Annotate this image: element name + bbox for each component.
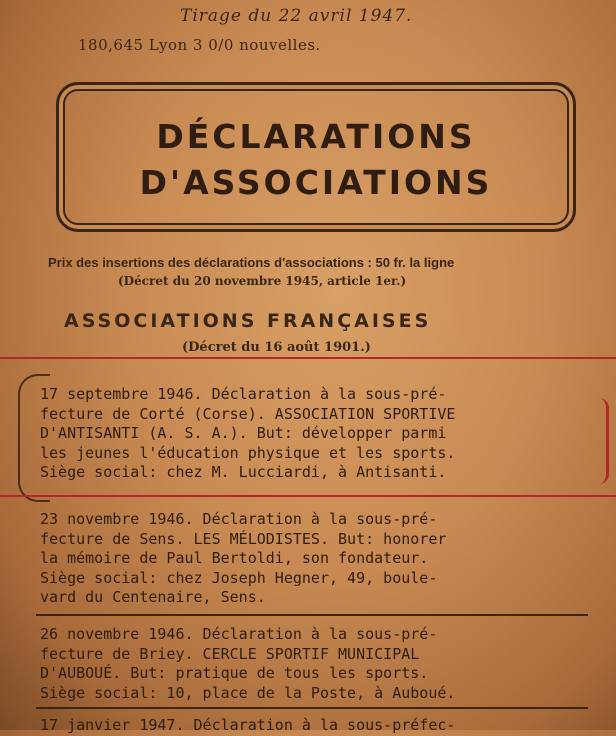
red-underline — [0, 357, 616, 359]
declaration-entry-1 — [40, 385, 585, 483]
red-underline — [0, 495, 616, 497]
title-frame — [56, 82, 576, 232]
entry-line: fecture de Corté (Corse). ASSOCIATION SPORTIVE — [40, 404, 456, 423]
entry-line: 17 septembre 1946. Déclaration à la sous-pré- — [40, 385, 447, 403]
section-decree: (Décret du 16 août 1901.) — [182, 340, 371, 355]
entry-divider — [36, 614, 588, 616]
entry-line: Siège social: chez Joseph Hegner, 49, boule- — [40, 568, 438, 587]
declaration-entry-3 — [40, 625, 585, 703]
entry-line: Siège social: chez M. Lucciardi, à Antisanti. — [40, 463, 447, 481]
price-decree: (Décret du 20 novembre 1945, article 1er.) — [118, 274, 407, 288]
entry-line: 23 novembre 1946. Déclaration à la sous-pré- — [40, 510, 438, 528]
entry-line: vard du Centenaire, Sens. — [40, 588, 266, 606]
section-title: ASSOCIATIONS FRANÇAISES — [64, 310, 432, 332]
entry-line: D'ANTISANTI (A. S. A.). But: développer parmi — [40, 424, 447, 442]
entry-line: D'AUBOUÉ. But: pratique de tous les sports. — [40, 664, 429, 682]
entry-line: fecture de Sens. LES MÉLODISTES. But: honorer — [40, 529, 447, 548]
declaration-entry-4 — [40, 716, 585, 736]
entry-line: fecture de Briey. CERCLE SPORTIF MUNICIPAL — [40, 644, 420, 663]
red-pencil-mark — [596, 398, 609, 484]
title-line-2: D'ASSOCIATIONS — [139, 163, 493, 202]
lyon-bond-line: 180,645 Lyon 3 0/0 nouvelles. — [78, 36, 321, 54]
tirage-date: Tirage du 22 avril 1947. — [180, 6, 413, 26]
entry-divider — [36, 707, 588, 709]
entry-line: 17 janvier 1947. Déclaration à la sous-préfec- — [40, 716, 456, 734]
entry-line: Siège social: 10, place de la Poste, à Auboué. — [40, 683, 456, 702]
title-line-1: DÉCLARATIONS — [156, 117, 476, 156]
entry-line: 26 novembre 1946. Déclaration à la sous-pré- — [40, 625, 438, 643]
insertion-price: Prix des insertions des déclarations d'associations : 50 fr. la ligne — [48, 255, 455, 270]
declaration-entry-2 — [40, 510, 585, 608]
entry-line: les jeunes l'éducation physique et les sports. — [40, 443, 456, 462]
entry-line: la mémoire de Paul Bertoldi, son fondateur. — [40, 549, 429, 567]
